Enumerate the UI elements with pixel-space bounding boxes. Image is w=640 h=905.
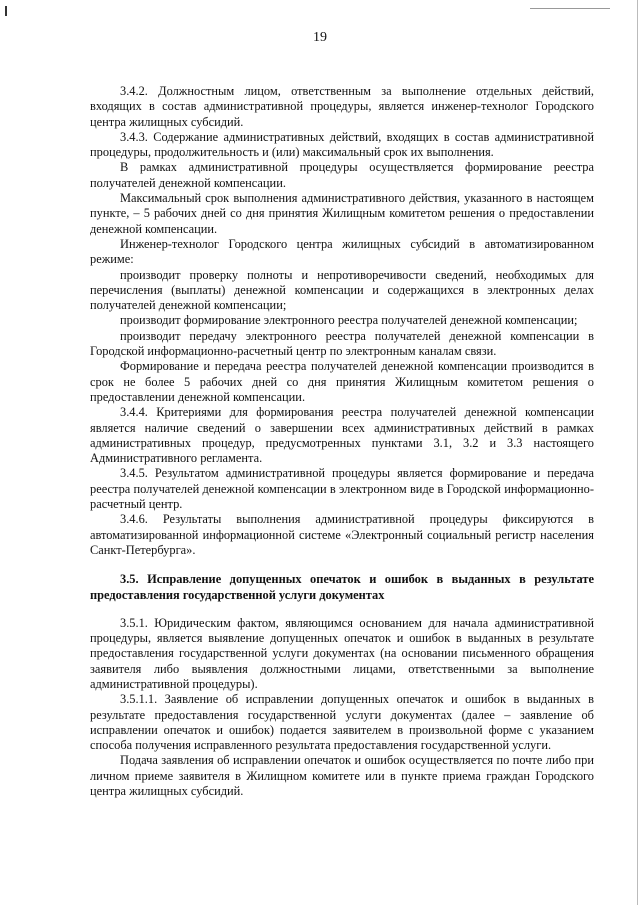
section-heading: 3.5. Исправление допущенных опечаток и ошибок в выданных в результате предоставления государственной услуги документах (90, 572, 594, 602)
paragraph: 3.4.3. Содержание административных действий, входящих в состав административной процедуры, продолжительность и (или) максимальный срок их выполнения. (90, 129, 594, 160)
document-body (90, 84, 594, 799)
paragraph: 3.4.5. Результатом административной процедуры является формирование и передача реестра получателей денежной компенсации в электронном виде в Городской информационно-расчетный центр. (90, 466, 594, 512)
paragraph: Максимальный срок выполнения административного действия, указанного в настоящем пункте, – 5 рабочих дней со дня принятия Жилищным комитетом решения о предоставлении денежной компенсации. (90, 191, 594, 236)
paragraph: Формирование и передача реестра получателей денежной компенсации производится в срок не более 5 рабочих дней со дня принятия Жилищным комитетом решения о предоставлении денежной компенсации. (90, 359, 594, 404)
paragraph: Инженер-технолог Городского центра жилищных субсидий в автоматизированном режиме: (90, 236, 594, 267)
paragraph: 3.4.4. Критериями для формирования реестра получателей денежной компенсации является наличие сведений о завершении всех административных действий в рамках административных процедур, предусмотренных пунктами 3.1, 3.2 и 3.3 настоящего Административного регламента. (90, 405, 594, 466)
paragraph: В рамках административной процедуры осуществляется формирование реестра получателей денежной компенсации. (90, 160, 594, 190)
scan-mark (5, 6, 7, 16)
paragraph: Подача заявления об исправлении опечаток и ошибок осуществляется по почте либо при личном приеме заявителя в Жилищном комитете или в пункте приема граждан Городского центра жилищных субсидий. (90, 753, 594, 799)
paragraph: 3.5.1. Юридическим фактом, являющимся основанием для начала административной процедуры, является выявление допущенных опечаток и ошибок в выданных в результате предоставления государственной услуги документах (на основании письменного обращения заявителя либо выявления должностными лицами, ответственными за выполнение административной процедуры). (90, 615, 594, 691)
paragraph: 3.5.1.1. Заявление об исправлении допущенных опечаток и ошибок в выданных в результате предоставления государственной услуги документах (далее – заявление об исправлении опечаток и ошибок) подается заявителем в произвольной форме с указанием способа получения исправленного результата предоставления государственной услуги. (90, 692, 594, 753)
paragraph: производит формирование электронного реестра получателей денежной компенсации; (120, 313, 578, 328)
paragraph: производит передачу электронного реестра получателей денежной компенсации в Городской информационно-расчетный центр по электронным каналам связи. (90, 328, 594, 359)
page-number: 19 (313, 30, 327, 45)
paragraph: 3.4.2. Должностным лицом, ответственным за выполнение отдельных действий, входящих в состав административной процедуры, является инженер-технолог Городского центра жилищных субсидий. (90, 84, 594, 129)
scan-edge-right (637, 0, 638, 905)
scan-edge-top (530, 8, 610, 9)
paragraph: 3.4.6. Результаты выполнения административной процедуры фиксируются в автоматизированной информационной системе «Электронный социальный регистр населения Санкт-Петербурга». (90, 512, 594, 557)
paragraph: производит проверку полноты и непротиворечивости сведений, необходимых для перечисления (выплаты) денежной компенсации и содержащихся в электронных делах получателей денежной компенсации; (90, 267, 594, 313)
